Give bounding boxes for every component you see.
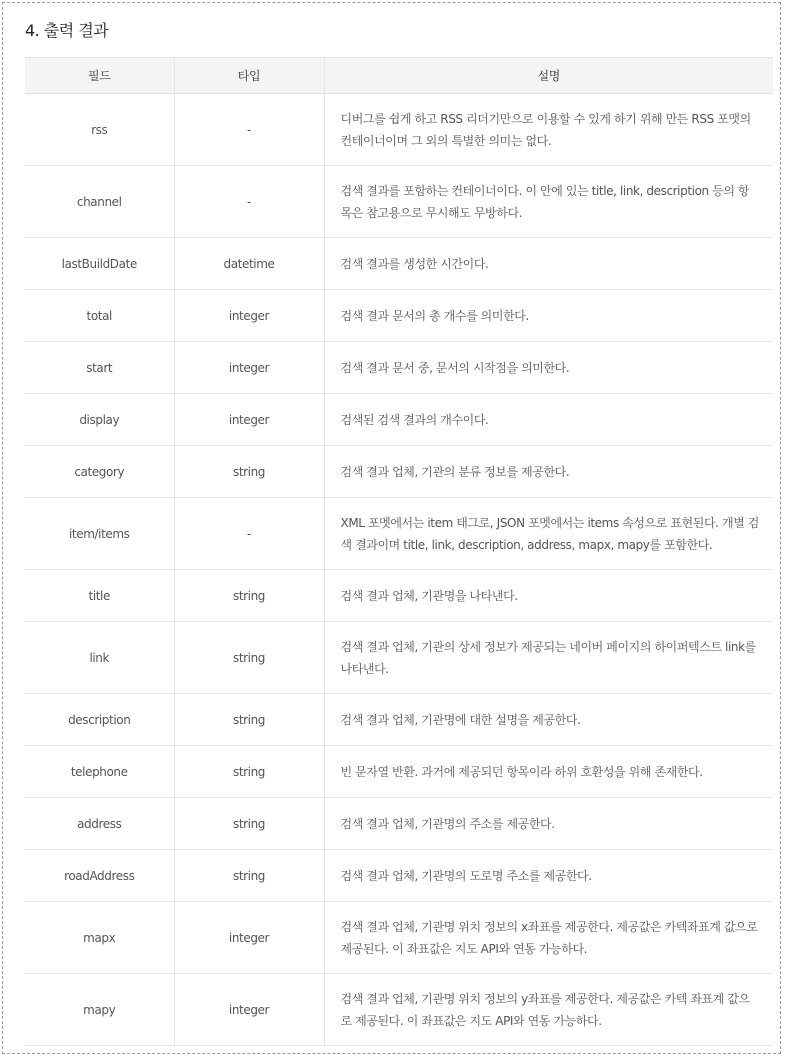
header-field: 필드 [25,58,174,94]
field-type: string [174,446,324,498]
field-description: 검색 결과 업체, 기관명 위치 정보의 x좌표를 제공한다. 제공값은 카텍좌표계 값으로 제공된다. 이 좌표값은 지도 API와 연동 가능하다. [324,902,773,974]
table-row [25,694,773,746]
field-description: 검색된 검색 결과의 개수이다. [324,394,773,446]
field-name: title [25,570,174,622]
table-row [25,394,773,446]
table-row [25,94,773,166]
output-spec-table [25,57,773,1046]
field-description: 검색 결과 문서 중, 문서의 시작점을 의미한다. [324,342,773,394]
field-description: 검색 결과 업체, 기관명의 도로명 주소를 제공한다. [324,850,773,902]
field-name: telephone [25,746,174,798]
field-type: integer [174,902,324,974]
table-row [25,166,773,238]
field-description: 빈 문자열 반환. 과거에 제공되던 항목이라 하위 호환성을 위해 존재한다. [324,746,773,798]
field-type: string [174,622,324,694]
field-name: address [25,798,174,850]
field-description: 검색 결과를 포함하는 컨테이너이다. 이 안에 있는 title, link, description 등의 항목은 참고용으로 무시해도 무방하다. [324,166,773,238]
field-name: category [25,446,174,498]
field-description: 검색 결과 업체, 기관의 상세 정보가 제공되는 네이버 페이지의 하이퍼텍스트 link를 나타낸다. [324,622,773,694]
field-name: link [25,622,174,694]
field-description: 검색 결과 문서의 총 개수를 의미한다. [324,290,773,342]
field-name: total [25,290,174,342]
field-type: datetime [174,238,324,290]
content-frame [2,2,781,1054]
field-name: description [25,694,174,746]
table-row [25,622,773,694]
field-name: display [25,394,174,446]
field-name: mapx [25,902,174,974]
field-type: string [174,570,324,622]
table-row [25,902,773,974]
field-description: 검색 결과 업체, 기관명의 주소를 제공한다. [324,798,773,850]
field-name: rss [25,94,174,166]
table-row [25,342,773,394]
field-description: XML 포멧에서는 item 태그로, JSON 포멧에서는 items 속성으로 표현된다. 개별 검색 결과이며 title, link, description, address, mapx, mapy를 포함한다. [324,498,773,570]
table-row [25,746,773,798]
header-type: 타입 [174,58,324,94]
field-type: string [174,850,324,902]
field-description: 검색 결과를 생성한 시간이다. [324,238,773,290]
table-header-row [25,58,773,94]
field-name: item/items [25,498,174,570]
table-row [25,446,773,498]
header-description: 설명 [324,58,773,94]
field-type: string [174,694,324,746]
table-row [25,238,773,290]
field-type: - [174,166,324,238]
field-name: lastBuildDate [25,238,174,290]
field-description: 검색 결과 업체, 기관명을 나타낸다. [324,570,773,622]
table-row [25,798,773,850]
field-name: channel [25,166,174,238]
table-row [25,974,773,1046]
field-description: 검색 결과 업체, 기관의 분류 정보를 제공한다. [324,446,773,498]
field-type: integer [174,394,324,446]
field-type: integer [174,342,324,394]
field-type: integer [174,290,324,342]
table-row [25,498,773,570]
field-type: - [174,498,324,570]
table-row [25,850,773,902]
field-type: - [174,94,324,166]
field-type: string [174,798,324,850]
table-row [25,570,773,622]
field-description: 검색 결과 업체, 기관명 위치 정보의 y좌표를 제공한다. 제공값은 카텍 좌표계 값으로 제공된다. 이 좌표값은 지도 API와 연동 가능하다. [324,974,773,1046]
field-description: 디버그를 쉽게 하고 RSS 리더기만으로 이용할 수 있게 하기 위해 만든 RSS 포맷의 컨테이너이며 그 외의 특별한 의미는 없다. [324,94,773,166]
section-title: 4. 출력 결과 [25,21,109,40]
field-description: 검색 결과 업체, 기관명에 대한 설명을 제공한다. [324,694,773,746]
field-type: integer [174,974,324,1046]
field-name: start [25,342,174,394]
field-type: string [174,746,324,798]
table-row [25,290,773,342]
field-name: roadAddress [25,850,174,902]
field-name: mapy [25,974,174,1046]
